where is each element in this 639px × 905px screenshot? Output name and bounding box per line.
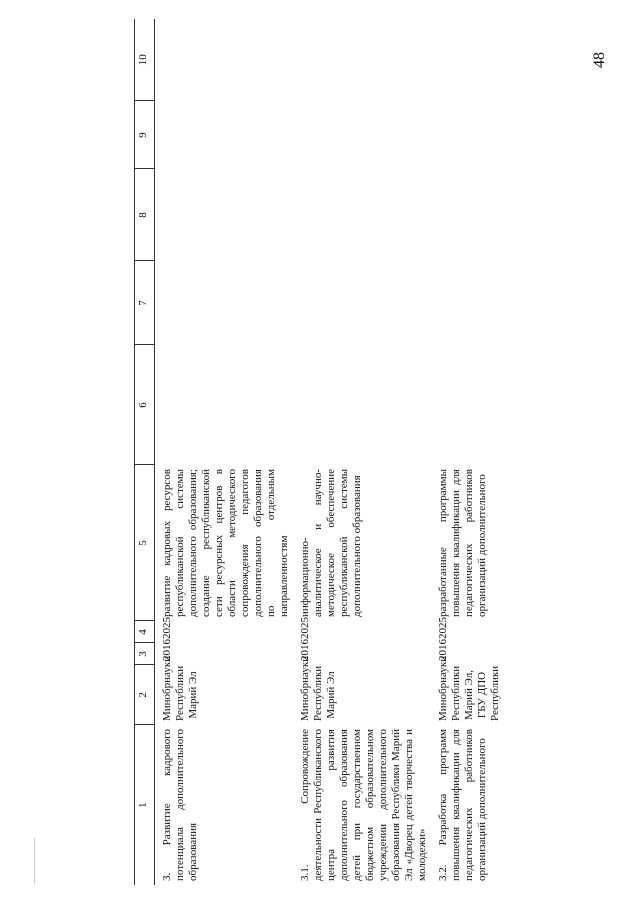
end-year: 2025	[437, 617, 449, 639]
empty-cell	[433, 261, 506, 345]
column-number-header	[135, 19, 155, 885]
empty-cell	[433, 345, 506, 465]
table-row	[295, 19, 433, 885]
column-header: 10	[135, 19, 155, 101]
page-number: 48	[591, 52, 608, 68]
executor: Минобрнауки Республики Марий Эл	[161, 655, 199, 721]
empty-cell	[155, 19, 296, 101]
column-header: 4	[135, 621, 155, 643]
start-year: 2016	[437, 639, 449, 661]
column-header: 8	[135, 169, 155, 261]
empty-cell	[295, 261, 433, 345]
measure-name: 3.1. Сопровождение деятельности Республиканского центра развития дополнительного образования детей при государственном бюджетном образовательном учреждении дополнительного образования Республики Марий Эл «Дворец детей творчества и молодежи»	[299, 729, 428, 881]
table-row	[433, 19, 506, 885]
start-year: 2016	[299, 639, 311, 661]
column-header: 9	[135, 101, 155, 169]
end-year: 2025	[161, 617, 173, 639]
column-header: 2	[135, 665, 155, 725]
empty-cell	[295, 345, 433, 465]
rotated-table-container	[134, 19, 594, 885]
executor: Минобрнауки Республики Марий Эл	[299, 655, 337, 721]
column-header: 1	[135, 725, 155, 885]
empty-cell	[155, 345, 296, 465]
measure-name: 3.2. Разработка программ повышения квалификации для педагогических работников организаций дополнительного	[437, 729, 488, 881]
expected-result: развитие кадровых ресурсов республиканской системы дополнительного образования; создание республиканской сети ресурсных центров в области методического сопровождения педагогов дополнительного образования по отдельным направленностям	[161, 469, 290, 617]
program-table	[134, 19, 506, 885]
empty-cell	[433, 19, 506, 101]
end-year: 2025	[299, 617, 311, 639]
empty-cell	[155, 169, 296, 261]
empty-cell	[295, 169, 433, 261]
column-header: 3	[135, 643, 155, 665]
empty-cell	[295, 101, 433, 169]
column-header: 6	[135, 345, 155, 465]
empty-cell	[433, 169, 506, 261]
measure-name: 3. Развитие кадрового потенциала дополнительного образования	[161, 729, 199, 881]
executor: Минобрнауки Республики Марий Эл, ГБУ ДПО Республики	[437, 655, 501, 721]
expected-result: разработанные программы повышения квалификации для педагогических работников организаций дополнительного	[437, 469, 488, 617]
start-year: 2016	[161, 639, 173, 661]
scan-artifact-line	[34, 838, 35, 884]
empty-cell	[295, 19, 433, 101]
empty-cell	[155, 101, 296, 169]
column-header: 5	[135, 465, 155, 621]
empty-cell	[433, 101, 506, 169]
empty-cell	[155, 261, 296, 345]
table-row	[155, 19, 296, 885]
expected-result: информационно-аналитическое и научно-методическое обеспечение республиканской системы дополнительного образования	[299, 469, 363, 617]
column-header: 7	[135, 261, 155, 345]
